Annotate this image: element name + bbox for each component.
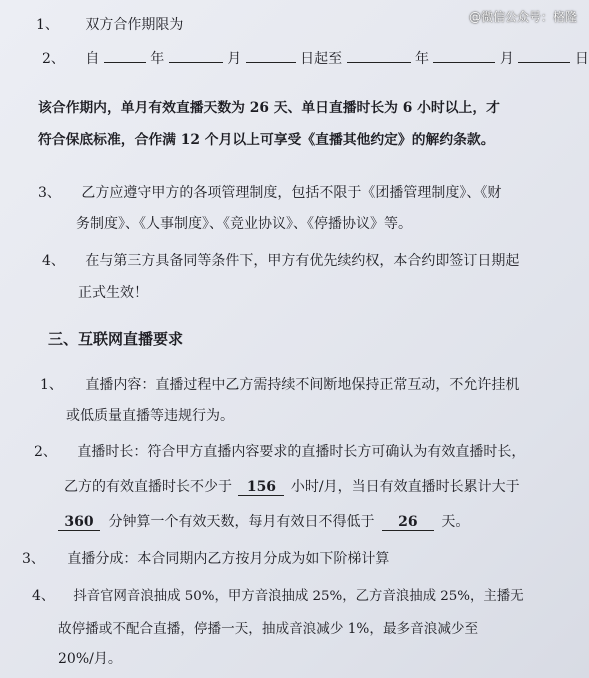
live-duration-days-line bbox=[58, 511, 469, 531]
minimum-standard-line-2: 符合保底标准，合作满 12 个月以上可享受《直播其他约定》的解约条款。 bbox=[38, 132, 495, 148]
clause-number: 2、 bbox=[34, 444, 57, 460]
clause-text: 直播时长：符合甲方直播内容要求的直播时长方可确认为有效直播时长， bbox=[77, 444, 526, 460]
live-duration-clause bbox=[34, 441, 525, 461]
clause-number: 4、 bbox=[42, 253, 65, 269]
label-month: 月 bbox=[499, 51, 514, 67]
label-year: 年 bbox=[415, 51, 429, 67]
clause-text: 乙方应遵守甲方的各项管理制度，包括不限于《团播管理制度》、《财 bbox=[81, 185, 502, 201]
blank-end-year bbox=[347, 62, 411, 63]
section-number: 三、 bbox=[48, 330, 79, 348]
clause-number: 3、 bbox=[22, 551, 45, 567]
clause-2-dates bbox=[42, 48, 589, 68]
clause-1 bbox=[36, 14, 183, 34]
live-content-cont: 或低质量直播等违规行为。 bbox=[66, 408, 234, 424]
label-month: 月 bbox=[227, 51, 242, 67]
clause-4-cont: 正式生效！ bbox=[78, 285, 148, 301]
clause-3-cont: 务制度》、《人事制度》、《竞业协议》、《停播协议》等。 bbox=[76, 216, 412, 232]
duration-text: 乙方的有效直播时长不少于 bbox=[64, 479, 232, 495]
min-minutes-value: 360 bbox=[58, 514, 100, 531]
clause-number: 3、 bbox=[38, 185, 61, 201]
duration-text: 小时/月，当日有效直播时长累计大于 bbox=[290, 479, 520, 495]
clause-number: 2、 bbox=[42, 51, 65, 67]
clause-text: 双方合作期限为 bbox=[85, 17, 184, 33]
section-title: 互联网直播要求 bbox=[78, 330, 184, 348]
blank-start-day bbox=[246, 62, 296, 63]
live-duration-hours-line bbox=[64, 476, 520, 496]
watermark: @微信公众号：格隆 bbox=[468, 10, 577, 24]
blank-start-year bbox=[104, 62, 146, 63]
commission-clause bbox=[32, 585, 524, 605]
minimum-standard-line-1: 该合作期内，单月有效直播天数为 26 天、单日直播时长为 6 小时以上，才 bbox=[38, 100, 500, 116]
blank-end-day bbox=[518, 62, 570, 63]
duration-text: 天。 bbox=[441, 514, 470, 530]
clause-text: 在与第三方具备同等条件下，甲方有优先续约权，本合约即签订日期起 bbox=[85, 253, 520, 269]
revenue-share-clause bbox=[22, 548, 389, 568]
commission-cont-1: 故停播或不配合直播，停播一天，抽成音浪减少 1%，最多音浪减少至 bbox=[58, 621, 479, 637]
clause-number: 1、 bbox=[40, 377, 63, 393]
label-day-to: 日起至 bbox=[300, 51, 343, 67]
clause-text: 直播分成：本合同期内乙方按月分成为如下阶梯计算 bbox=[67, 551, 390, 567]
label-year: 年 bbox=[150, 51, 165, 67]
clause-text: 抖音官网音浪抽成 50%，甲方音浪抽成 25%，乙方音浪抽成 25%，主播无 bbox=[73, 589, 524, 604]
blank-start-month bbox=[169, 62, 223, 63]
clause-number: 4、 bbox=[32, 588, 55, 604]
min-hours-value: 156 bbox=[238, 479, 284, 496]
section-heading bbox=[48, 328, 183, 349]
blank-end-month bbox=[433, 62, 495, 63]
commission-cont-2: 20%/月。 bbox=[58, 651, 122, 667]
label-from: 自 bbox=[85, 51, 100, 67]
clause-3 bbox=[38, 182, 501, 202]
duration-text: 分钟算一个有效天数，每月有效日不得低于 bbox=[108, 514, 375, 530]
clause-text: 直播内容：直播过程中乙方需持续不间断地保持正常互动，不允许挂机 bbox=[85, 377, 520, 393]
live-content-clause bbox=[40, 374, 519, 394]
clause-number: 1、 bbox=[36, 17, 59, 33]
min-days-value: 26 bbox=[382, 514, 434, 531]
label-day: 日 bbox=[574, 51, 589, 67]
clause-4 bbox=[42, 250, 519, 270]
